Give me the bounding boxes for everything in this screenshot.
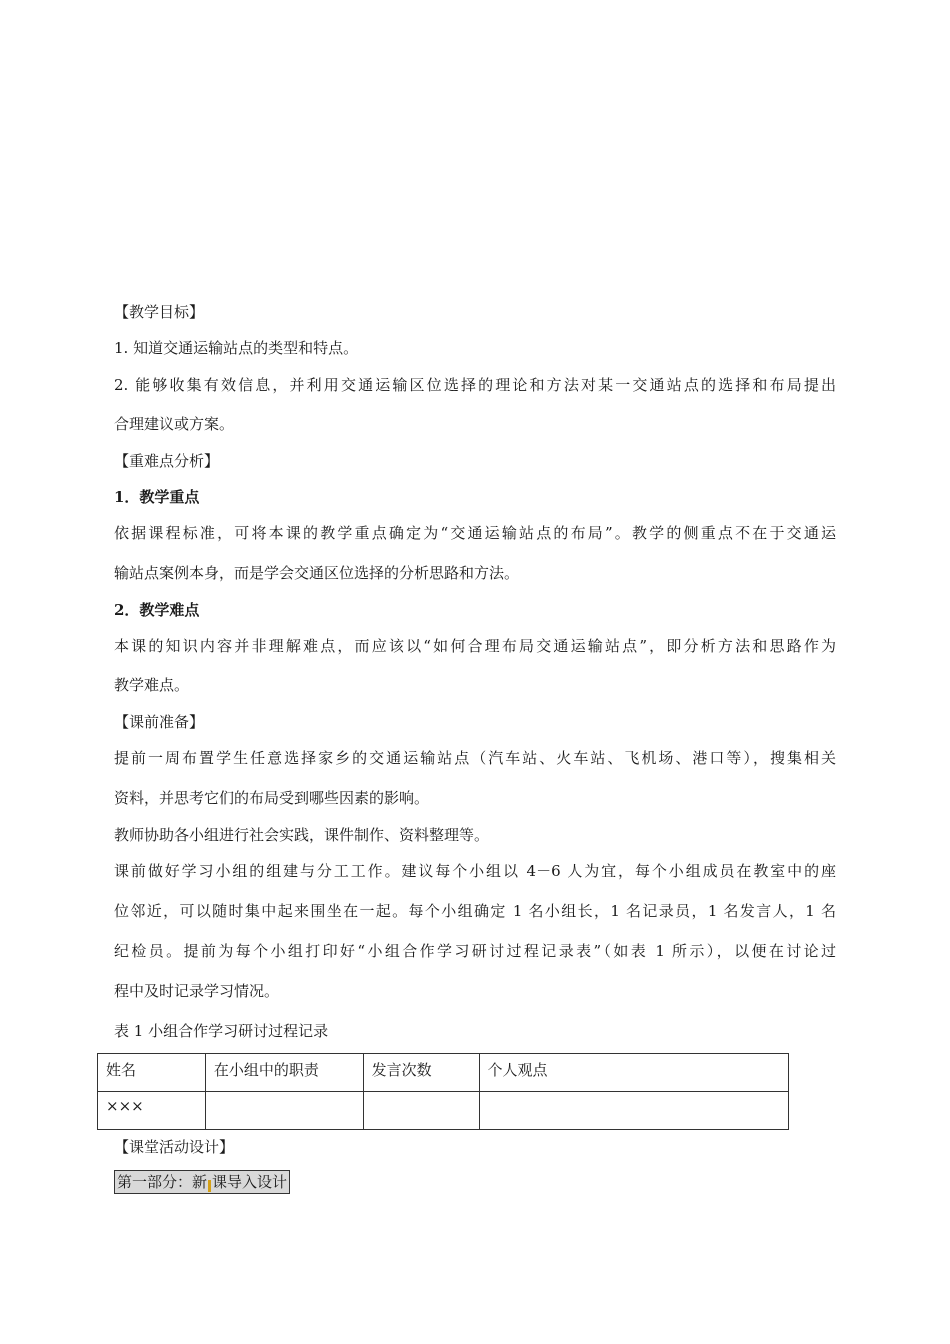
table-cell — [205, 1092, 363, 1130]
preparation-line6: 纪检员。提前为每个小组打印好“小组合作学习研讨过程记录表”（如表 1 所示），以便在讨论过 — [114, 942, 836, 960]
table-header-cell: 在小组中的职责 — [205, 1054, 363, 1092]
part1-highlighted-title — [114, 1170, 290, 1194]
preparation-line5: 位邻近，可以随时集中起来围坐在一起。每个小组确定 1 名小组长，1 名记录员，1 名发言人，1 名 — [114, 902, 836, 920]
preparation-line7: 程中及时记录学习情况。 — [114, 982, 280, 1000]
goal-item-2-line2: 合理建议或方案。 — [114, 415, 235, 433]
part1-title-end: 课导入设计 — [212, 1173, 288, 1191]
table-header-cell: 个人观点 — [479, 1054, 789, 1092]
goals-heading: 【教学目标】 — [114, 303, 205, 321]
difficult-point-line2: 教学难点。 — [114, 676, 190, 694]
difficult-point-title: 2．教学难点 — [114, 601, 200, 619]
preparation-heading: 【课前准备】 — [114, 713, 205, 731]
key-difficulty-heading: 【重难点分析】 — [114, 452, 220, 470]
table-cell — [363, 1092, 479, 1130]
table-header-cell: 姓名 — [98, 1054, 206, 1092]
key-point-title: 1．教学重点 — [114, 488, 200, 506]
table-caption: 表 1 小组合作学习研讨过程记录 — [114, 1022, 329, 1040]
table-cell: ××× — [98, 1092, 206, 1130]
part1-title-start: 第一部分：新 — [117, 1173, 208, 1191]
key-point-line1: 依据课程标准，可将本课的教学重点确定为“交通运输站点的布局”。教学的侧重点不在于交通运 — [114, 524, 836, 542]
table-header-row — [98, 1054, 789, 1092]
goal-item-1: 1. 知道交通运输站点的类型和特点。 — [114, 339, 359, 357]
preparation-line2: 资料，并思考它们的布局受到哪些因素的影响。 — [114, 789, 430, 807]
preparation-line3: 教师协助各小组进行社会实践，课件制作、资料整理等。 — [114, 826, 490, 844]
record-table — [97, 1053, 789, 1130]
key-point-line2: 输站点案例本身，而是学会交通区位选择的分析思路和方法。 — [114, 564, 520, 582]
goal-item-2-line1: 2. 能够收集有效信息，并利用交通运输区位选择的理论和方法对某一交通站点的选择和布局提出 — [114, 376, 836, 394]
preparation-line4: 课前做好学习小组的组建与分工工作。建议每个小组以 4－6 人为宜，每个小组成员在教室中的座 — [114, 862, 836, 880]
table-cell — [479, 1092, 789, 1130]
table-row — [98, 1092, 789, 1130]
text-cursor-icon — [208, 1180, 211, 1192]
table-header-cell: 发言次数 — [363, 1054, 479, 1092]
difficult-point-line1: 本课的知识内容并非理解难点，而应该以“如何合理布局交通运输站点”，即分析方法和思路作为 — [114, 637, 836, 655]
activity-heading: 【课堂活动设计】 — [114, 1138, 235, 1156]
preparation-line1: 提前一周布置学生任意选择家乡的交通运输站点（汽车站、火车站、飞机场、港口等），搜集相关 — [114, 749, 836, 767]
